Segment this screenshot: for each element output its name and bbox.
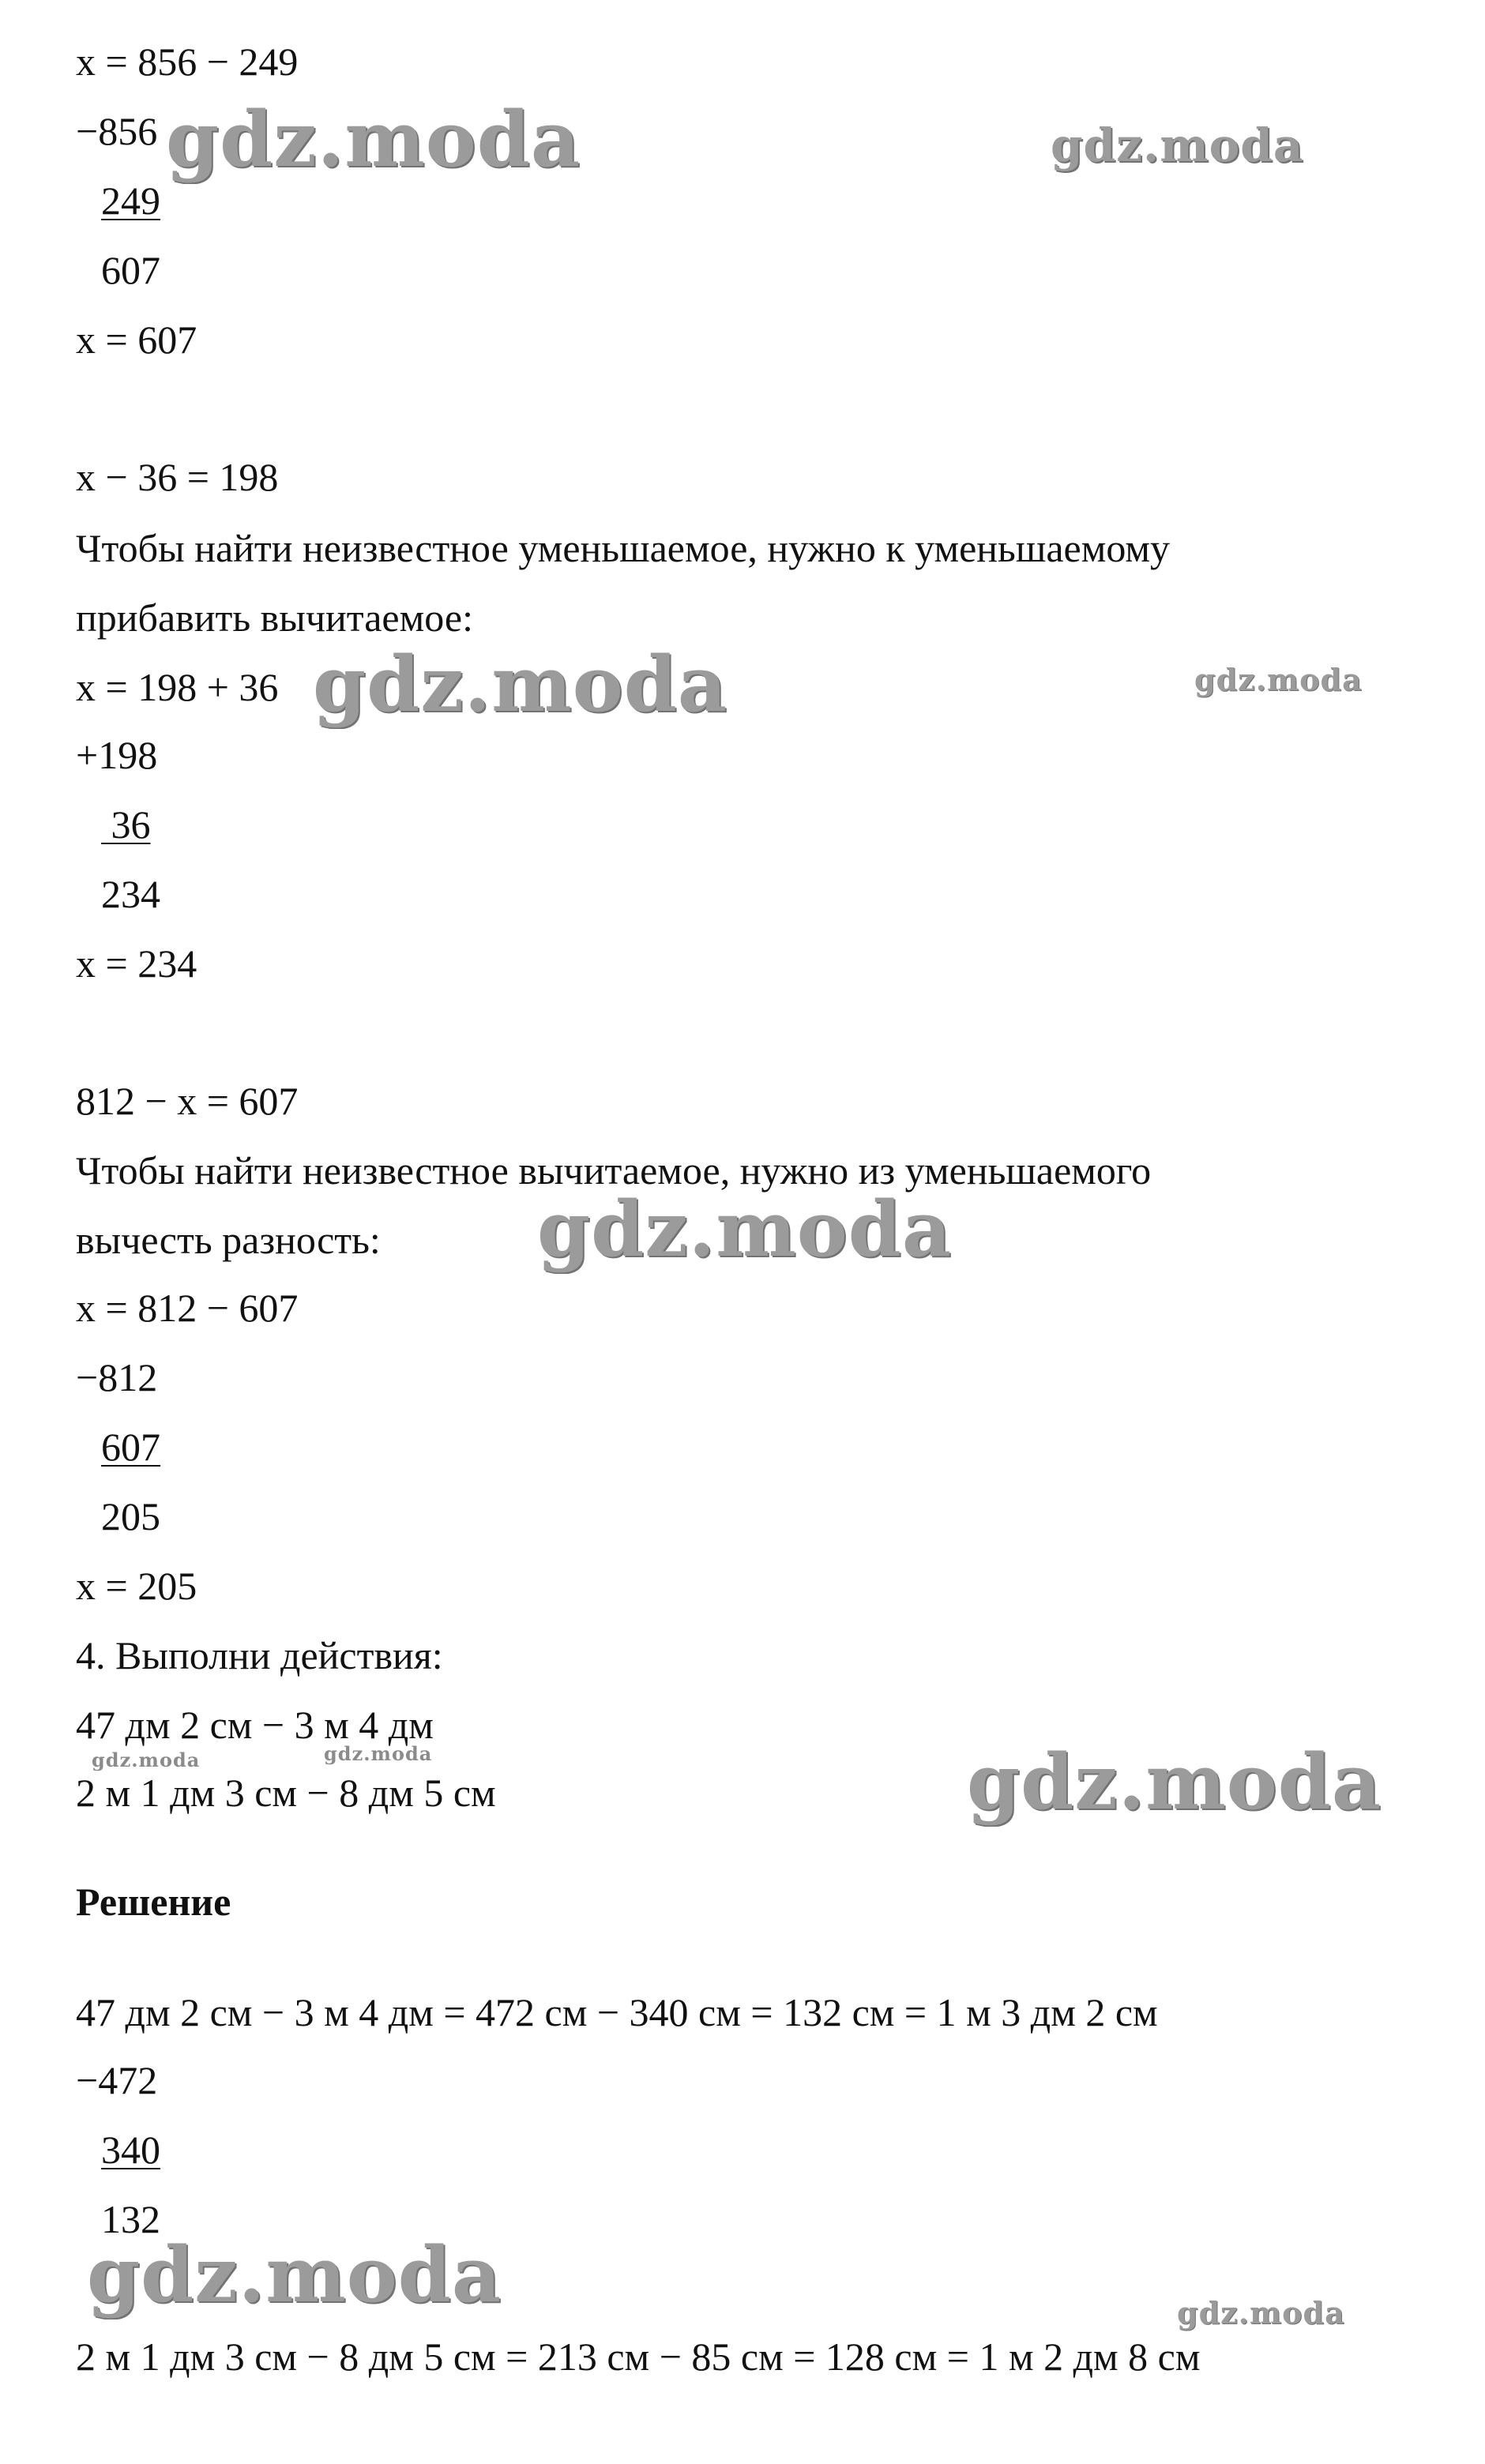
- column-result: 234: [101, 872, 160, 916]
- watermark: gdz.moda: [166, 95, 581, 184]
- equation-line: x = 198 + 36: [76, 665, 279, 709]
- rule-text: прибавить вычитаемое:: [76, 595, 473, 640]
- watermark: gdz.moda: [1051, 118, 1304, 172]
- equation-line: x = 812 − 607: [76, 1286, 299, 1330]
- column-minuend: −812: [76, 1355, 158, 1399]
- watermark: gdz.moda: [313, 640, 728, 729]
- equation-line: x − 36 = 198: [76, 455, 279, 499]
- column-result: 132: [101, 2197, 160, 2241]
- solution-line: 47 дм 2 см − 3 м 4 дм = 472 см − 340 см = 132 см = 1 м 3 дм 2 см: [76, 1990, 1158, 2034]
- column-minuend: −472: [76, 2058, 158, 2102]
- watermark: gdz.moda: [537, 1185, 953, 1274]
- watermark: gdz.moda: [324, 1742, 433, 1765]
- column-addend: 36: [101, 802, 151, 847]
- answer-line: x = 607: [76, 317, 197, 362]
- watermark: gdz.moda: [87, 2230, 502, 2319]
- equation-line: x = 856 − 249: [76, 39, 299, 84]
- column-augend: +198: [76, 733, 158, 777]
- column-result: 607: [101, 248, 160, 292]
- task-expression: 2 м 1 дм 3 см − 8 дм 5 см: [76, 1771, 496, 1815]
- answer-line: x = 234: [76, 941, 197, 986]
- watermark: gdz.moda: [92, 1748, 201, 1771]
- rule-text: Чтобы найти неизвестное вычитаемое, нужно из уменьшаемого: [76, 1148, 1152, 1193]
- task-title: 4. Выполни действия:: [76, 1633, 443, 1677]
- solution-line: 2 м 1 дм 3 см − 8 дм 5 см = 213 см − 85 см = 128 см = 1 м 2 дм 8 см: [76, 2334, 1201, 2379]
- column-subtrahend: 607: [101, 1425, 160, 1469]
- column-minuend: −856: [76, 109, 158, 153]
- column-result: 205: [101, 1494, 160, 1538]
- watermark: gdz.moda: [1194, 662, 1363, 697]
- watermark: gdz.moda: [1177, 2295, 1345, 2331]
- column-subtrahend: 340: [101, 2128, 160, 2172]
- solution-heading: Решение: [76, 1880, 231, 1924]
- watermark: gdz.moda: [967, 1737, 1382, 1827]
- task-expression: 47 дм 2 см − 3 м 4 дм: [76, 1703, 434, 1747]
- rule-text: вычесть разность:: [76, 1218, 381, 1262]
- answer-line: x = 205: [76, 1564, 197, 1608]
- column-subtrahend: 249: [101, 178, 160, 223]
- rule-text: Чтобы найти неизвестное уменьшаемое, нужно к уменьшаемому: [76, 526, 1171, 570]
- equation-line: 812 − x = 607: [76, 1079, 299, 1123]
